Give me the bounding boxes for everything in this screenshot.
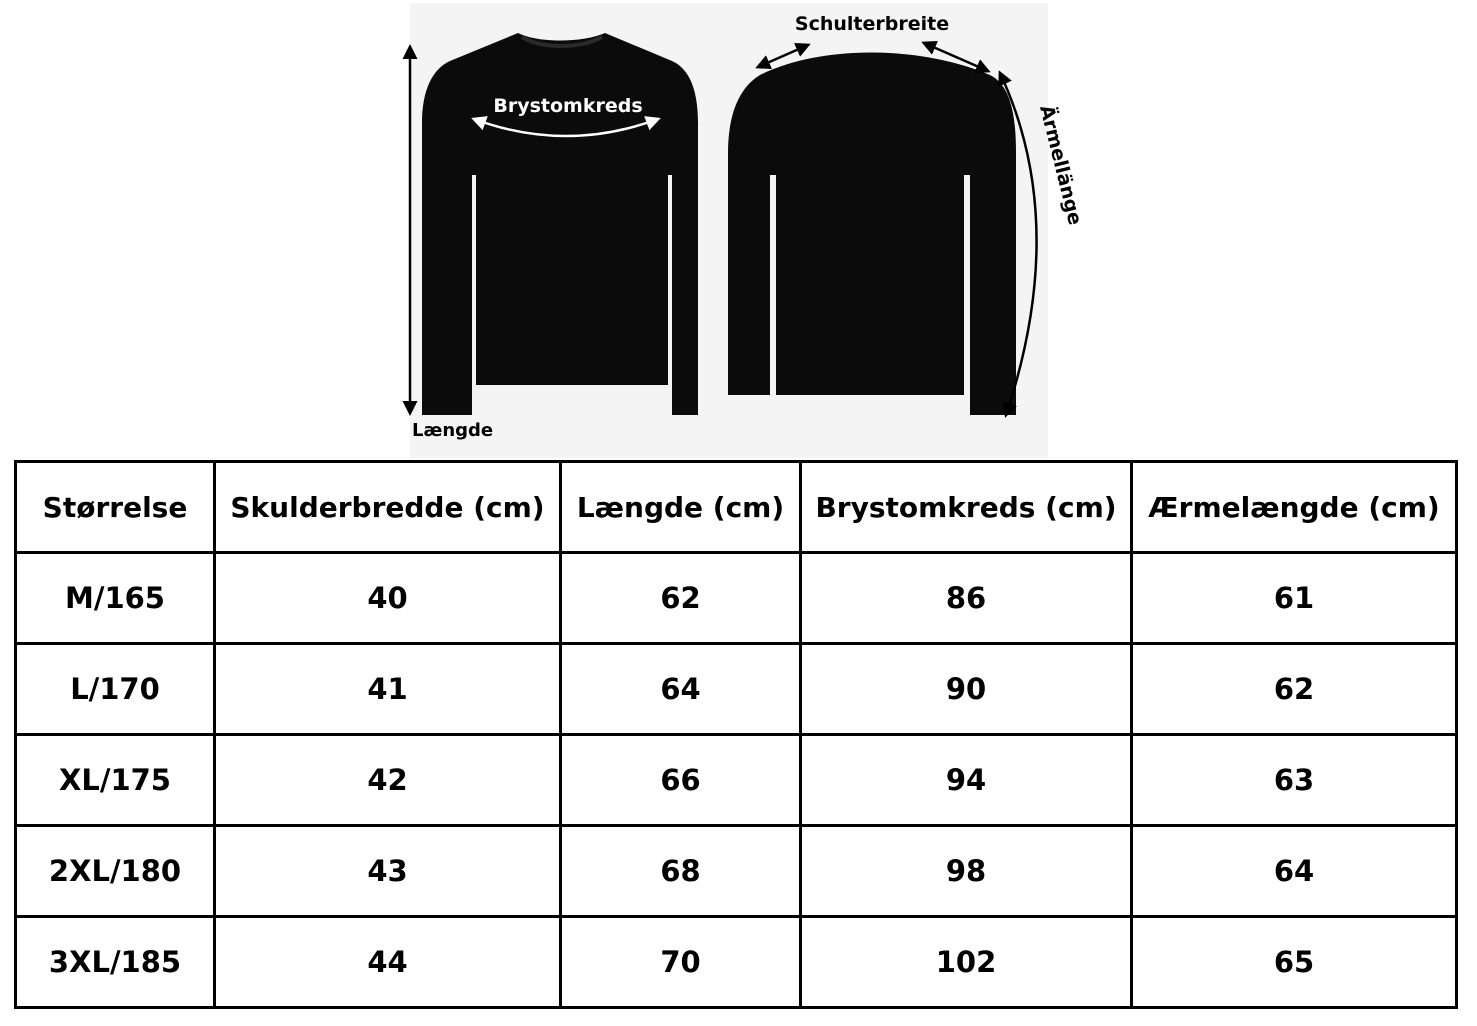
cell-size: L/170 [16,644,215,735]
cell-shoulder-width: 41 [215,644,561,735]
sleeve-label: Ärmellänge [1035,102,1087,228]
cell-shoulder-width: 42 [215,735,561,826]
header-length: Længde (cm) [561,462,801,553]
cell-size: M/165 [16,553,215,644]
cell-shoulder-width: 44 [215,917,561,1008]
header-shoulder-width: Skulderbredde (cm) [215,462,561,553]
size-chart-table [14,460,1458,1009]
cell-length: 70 [561,917,801,1008]
chest-label: Brystomkreds [493,95,643,117]
cell-size: 2XL/180 [16,826,215,917]
header-sleeve-length: Ærmelængde (cm) [1132,462,1457,553]
cell-chest: 98 [801,826,1132,917]
cell-chest: 90 [801,644,1132,735]
cell-sleeve-length: 61 [1132,553,1457,644]
shoulder-label: Schulterbreite [794,13,950,35]
cell-chest: 102 [801,917,1132,1008]
cell-length: 68 [561,826,801,917]
cell-sleeve-length: 62 [1132,644,1457,735]
table-header-row [16,462,1457,553]
header-chest: Brystomkreds (cm) [801,462,1132,553]
cell-shoulder-width: 43 [215,826,561,917]
table-row [16,735,1457,826]
table-row [16,917,1457,1008]
cell-size: 3XL/185 [16,917,215,1008]
cell-size: XL/175 [16,735,215,826]
back-sweater-illustration [728,53,1016,416]
length-label: Længde [412,420,494,441]
cell-shoulder-width: 40 [215,553,561,644]
cell-length: 66 [561,735,801,826]
cell-sleeve-length: 65 [1132,917,1457,1008]
header-size: Størrelse [16,462,215,553]
cell-chest: 94 [801,735,1132,826]
cell-length: 64 [561,644,801,735]
table-row [16,644,1457,735]
cell-sleeve-length: 64 [1132,826,1457,917]
front-sweater-illustration [422,33,698,415]
cell-sleeve-length: 63 [1132,735,1457,826]
table-row [16,553,1457,644]
sweater-measurement-diagram [410,3,1087,458]
cell-length: 62 [561,553,801,644]
cell-chest: 86 [801,553,1132,644]
table-row [16,826,1457,917]
